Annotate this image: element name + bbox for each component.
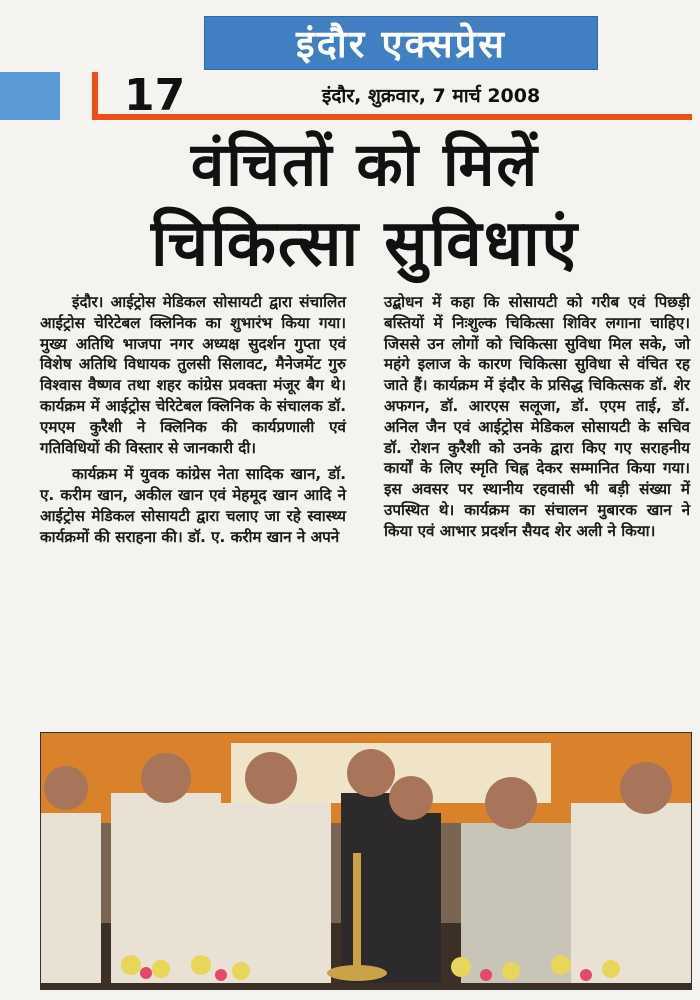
masthead-title: इंदौर एक्सप्रेस: [296, 22, 506, 66]
headline-line-1: वंचितों को मिलें: [190, 130, 540, 200]
orange-divider-vertical: [92, 72, 98, 120]
article-column-right: [384, 292, 690, 542]
event-photo: [40, 732, 692, 990]
blue-color-strip: [0, 72, 60, 120]
masthead: [204, 16, 598, 70]
article-paragraph: इंदौर। आईट्रोस मेडिकल सोसायटी द्वारा संचालित आईट्रोस चेरिटेबल क्लिनिक का शुभारंभ किया गया। मुख्य अतिथि भाजपा नगर अध्यक्ष सुदर्शन गुप्ता एवं विशेष अतिथि विधायक तुलसी सिलावट, मैनेजमेंट गुरु विश्वास वैष्णव तथा शहर कांग्रेस प्रवक्ता मंजूर बैग थे। कार्यक्रम में आईट्रोस चेरिटेबल क्लिनिक के संचालक डॉ. एमएम कुरैशी ने क्लिनिक की कार्यप्रणाली एवं गतिविधियों की विस्तार से जानकारी दी।: [40, 293, 346, 457]
headline: [40, 128, 690, 286]
article-paragraph: कार्यक्रम में युवक कांग्रेस नेता सादिक खान, डॉ. ए. करीम खान, अकील खान एवं मेहमूद खान आदि ने आईट्रोस मेडिकल सोसायटी द्वारा चलाए जा रहे स्वास्थ्य कार्यक्रमों की सराहना की। डॉ. ए. करीम खान ने अपने: [40, 465, 346, 546]
headline-line-2: चिकित्सा सुविधाएं: [150, 207, 580, 281]
article-paragraph: उद्बोधन में कहा कि सोसायटी को गरीब एवं पिछड़ी बस्तियों में निःशुल्क चिकित्सा शिविर लगाना चाहिए। जिससे उन लोगों को चिकित्सा सुविधा मिल सके, जो महंगे इलाज के कारण चिकित्सा सुविधा से वंचित रह जाते हैं। कार्यक्रम में इंदौर के प्रसिद्ध चिकित्सक डॉ. शेर अफगन, डॉ. आरएस सलूजा, डॉ. एएम ताई, डॉ. अनिल जैन एवं आईट्रोस मेडिकल सोसायटी के सचिव डॉ. रोशन कुरैशी को उनके द्वारा किए गए सराहनीय कार्यों के लिए स्मृति चिह्न देकर सम्मानित किया गया। इस अवसर पर स्थानीय रहवासी भी बड़ी संख्या में उपस्थित थे। कार्यक्रम का संचालन मुबारक खान ने किया एवं आभार प्रदर्शन सैयद शेर अली ने किया।: [384, 293, 690, 540]
event-photo-illustration: [41, 733, 691, 989]
page-number: 17: [124, 70, 186, 121]
dateline: इंदौर, शुक्रवार, 7 मार्च 2008: [322, 85, 541, 107]
article-column-left: [40, 292, 346, 548]
